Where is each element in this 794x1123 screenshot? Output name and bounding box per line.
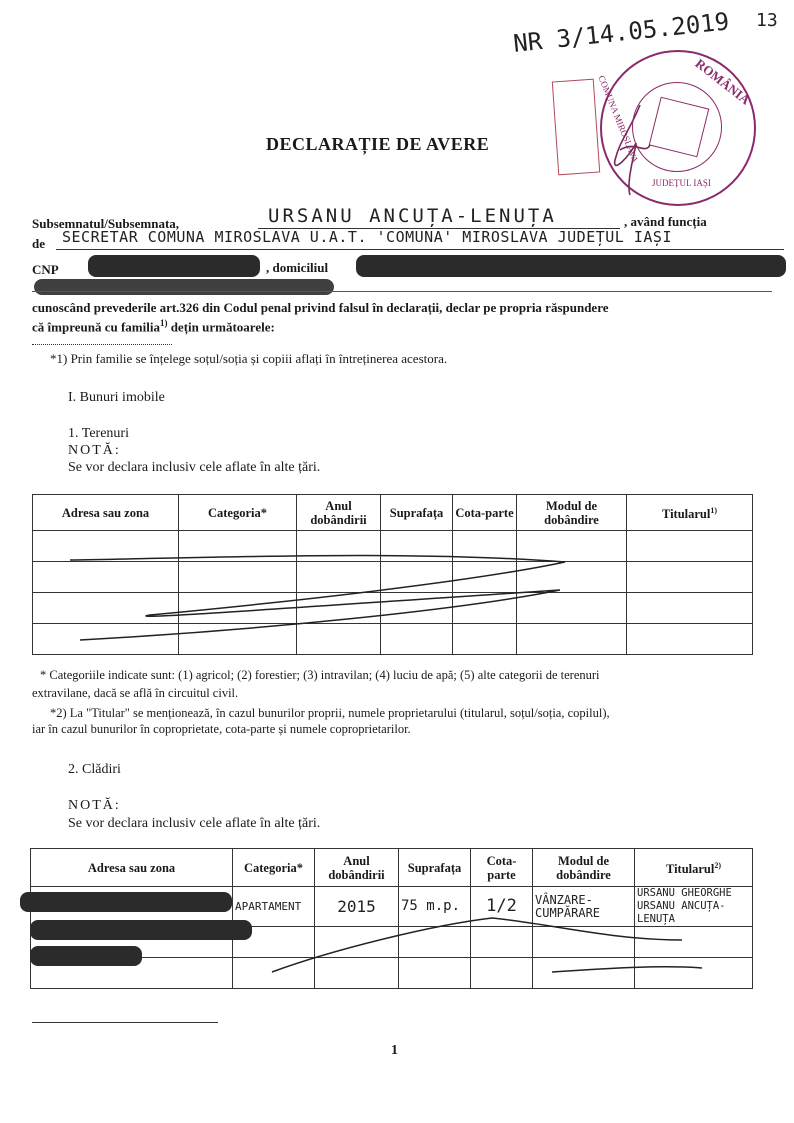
registration-number: NR 3/14.05.2019 (512, 7, 731, 58)
buildings-col-year: Anul dobândirii (315, 849, 399, 887)
buildings-col-share: Cota-parte (471, 849, 533, 887)
subsection-buildings-title: 2. Clădiri (68, 762, 121, 777)
declaration-line-1: cunoscând prevederile art.326 din Codul penal privind falsul în declarații, declar pe propria răspundere (32, 300, 609, 315)
building-category: APARTAMENT (233, 887, 315, 927)
titular-note-1: *2) La "Titular" se menționează, în cazul bunurilor proprii, numele proprietarului (titularul, soțul/soția, copilul), (50, 706, 610, 720)
categories-note-2: extravilane, dacă se află în circuitul civil. (32, 686, 239, 700)
cnp-label: CNP (32, 262, 59, 277)
buildings-strikethrough-scribble (232, 910, 732, 980)
categories-note-1: * Categoriile indicate sunt: (1) agricol; (2) forestier; (3) intravilan; (4) luciu de apă; (5) alte categorii de terenuri (40, 668, 600, 682)
declaration-text-2a: că împreună cu familia (32, 319, 160, 335)
page-corner-number: 13 (756, 10, 778, 31)
buildings-col-category: Categoria* (233, 849, 315, 887)
land-strikethrough-scribble (60, 540, 600, 650)
subsection-land-title: 1. Terenuri (68, 426, 129, 441)
land-holder-sup: 1) (710, 505, 718, 515)
buildings-holder-label: Titularul (665, 862, 715, 877)
building-address-redaction-3 (30, 946, 142, 966)
cnp-redaction (88, 255, 260, 277)
buildings-col-holder (635, 849, 753, 887)
building-address-redaction-1 (20, 892, 232, 912)
declaration-text-2b: dețin următoarele: (167, 319, 275, 335)
page-number: 1 (391, 1043, 398, 1058)
land-col-area: Suprafața (381, 495, 453, 531)
function-value: SECRETAR COMUNA MIROSLAVA U.A.T. 'COMUNA' MIROSLAVA JUDEȚUL IAȘI (62, 228, 672, 246)
building-share: 1/2 (471, 887, 533, 927)
land-col-holder (627, 495, 753, 531)
declaration-sup: 1) (159, 318, 168, 328)
building-holder: URSANU GHEORGHE URSANU ANCUȚA-LENUȚA (635, 887, 753, 927)
dotted-line (32, 344, 172, 345)
declaration-line-2 (32, 318, 275, 335)
buildings-col-address: Adresa sau zona (31, 849, 233, 887)
building-area: 75 m.p. (399, 887, 471, 927)
land-col-year: Anul dobândirii (297, 495, 381, 531)
seal-text-top: ROMÂNIA (692, 55, 754, 108)
nota-label: NOTĂ: (68, 443, 121, 458)
seal-text-bottom: JUDEȚUL IAȘI (652, 178, 711, 188)
de-label: de (32, 236, 45, 251)
titular-note-2: iar în cazul bunurilor în coproprietate, cota-parte și numele coproprietarilor. (32, 722, 411, 736)
function-underline (56, 249, 784, 250)
buildings-col-mode: Modul de dobândire (533, 849, 635, 887)
signature (600, 100, 670, 200)
building-address-redaction-2 (30, 920, 252, 940)
domicile-redaction-2 (34, 279, 334, 295)
page-title: DECLARAȚIE DE AVERE (266, 134, 490, 154)
undersigned-label: Subsemnatul/Subsemnata, (32, 216, 180, 231)
land-col-category: Categoria* (179, 495, 297, 531)
registration-stamp (552, 79, 600, 176)
domicile-underline (32, 291, 772, 292)
building-mode: VÂNZARE-CUMPĂRARE (533, 887, 635, 927)
seal-text-left: COMUNA MIROSLAVA (596, 74, 641, 164)
land-col-share: Cota-parte (453, 495, 517, 531)
family-footnote: *1) Prin familie se înțelege soțul/soția și copiii aflați în întreținerea acestora. (50, 351, 448, 366)
nota-text: Se vor declara inclusiv cele aflate în alte țări. (68, 460, 321, 475)
domicile-label: , domiciliul (266, 260, 329, 275)
land-table-header (33, 495, 753, 531)
land-col-address: Adresa sau zona (33, 495, 179, 531)
buildings-nota-label: NOTĂ: (68, 798, 121, 813)
land-col-mode: Modul de dobândire (517, 495, 627, 531)
footer-rule (32, 1022, 218, 1023)
buildings-holder-sup: 2) (714, 860, 722, 870)
function-label: , având funcția (624, 214, 707, 229)
section-1-title: I. Bunuri imobile (68, 390, 165, 405)
land-holder-label: Titularul (661, 507, 711, 522)
buildings-col-area: Suprafața (399, 849, 471, 887)
domicile-redaction (356, 255, 786, 277)
undersigned-name: URSANU ANCUȚA-LENUȚA (268, 205, 557, 227)
buildings-table-header (31, 849, 753, 887)
building-year: 2015 (315, 887, 399, 927)
buildings-nota-text: Se vor declara inclusiv cele aflate în alte țări. (68, 816, 321, 831)
